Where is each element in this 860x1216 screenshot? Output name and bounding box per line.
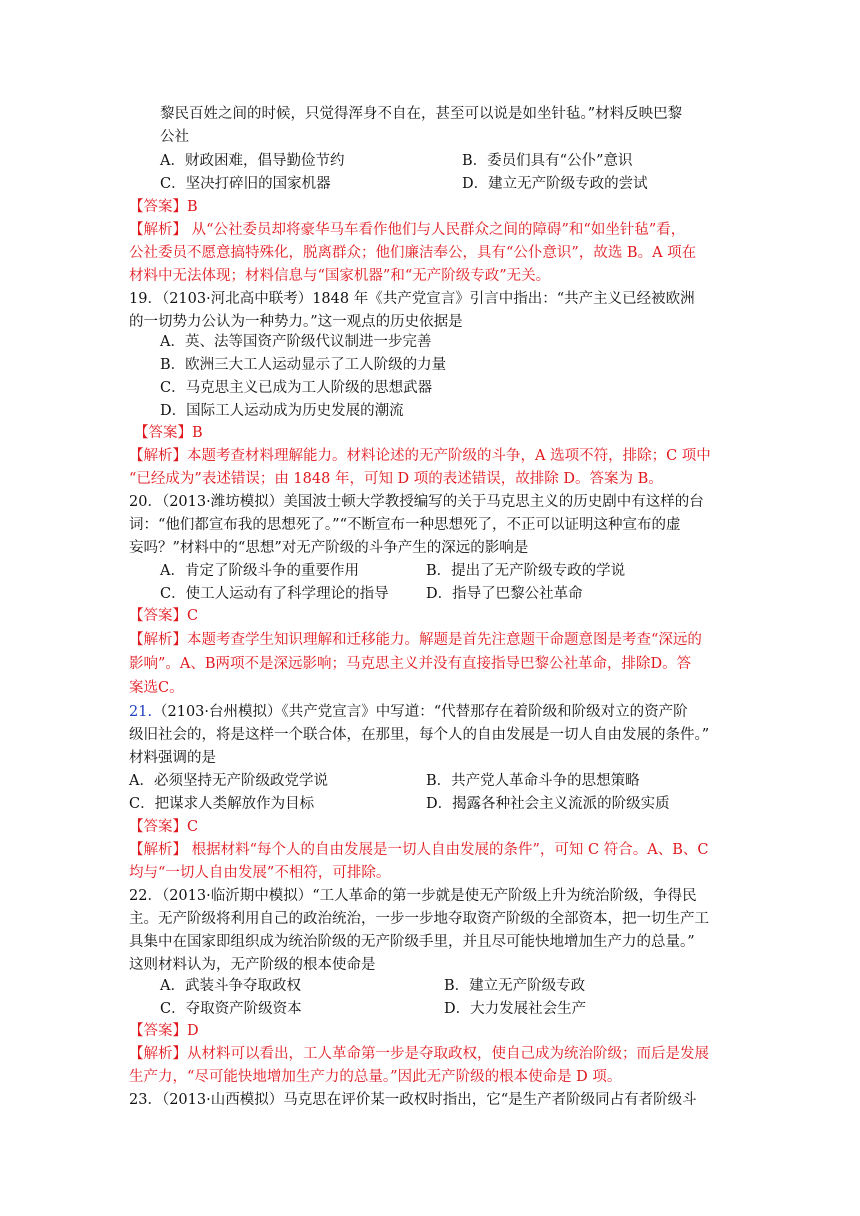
q20-stem-line-2: 词：“他们都宣布我的思想死了。”“不断宣布一种思想死了，不正可以证明这种宣布的虚 [129, 517, 681, 533]
q18-option-a: A．财政困难，倡导勤俭节约 [160, 153, 345, 169]
q21-stem-line-1: （2103·台州模拟）《共产党宣言》中写道：“代替那存在着阶级和阶级对立的资产阶 [153, 704, 688, 720]
q22-option-d: D．大力发展社会生产 [444, 1001, 587, 1017]
q20-explanation-line-3: 案选C。 [129, 680, 184, 696]
q21-option-c: C．把谋求人类解放作为目标 [129, 796, 315, 812]
q19-stem-line-2: 的一切势力公认为一种势力。”这一观点的历史依据是 [129, 314, 463, 330]
q22-explanation-line-2: 生产力，“尽可能快地增加生产力的总量。”因此无产阶级的根本使命是 D 项。 [129, 1069, 622, 1085]
q20-explanation-line-2: 影响”。A、B两项不是深远影响；马克思主义并没有直接指导巴黎公社革命，排除D。答 [129, 656, 692, 672]
q22-option-a: A．武装斗争夺取政权 [160, 978, 301, 994]
q18-explanation-line-1: 【解析】 从“公社委员却将豪华马车看作他们与人民群众之间的障碍”和“如坐针毡”看， [129, 222, 686, 238]
q21-number: 21. [129, 704, 153, 720]
q19-answer: 【答案】B [134, 425, 203, 441]
q20-option-a: A．肯定了阶级斗争的重要作用 [160, 563, 359, 579]
q18-stem-line-2: 公社 [160, 129, 189, 145]
q21-explanation-line-1: 【解析】 根据材料“每个人的自由发展是一切人自由发展的条件”，可知 C 符合。A、B、C [129, 842, 709, 858]
q21-option-b: B．共产党人革命斗争的思想策略 [426, 773, 640, 789]
q20-option-b: B．提出了无产阶级专政的学说 [426, 563, 626, 579]
q23-stem-line-1: 23．（2013·山西模拟）马克思在评价某一政权时指出，它“是生产者阶级同占有者阶级斗 [129, 1092, 697, 1108]
q19-option-d: D．国际工人运动成为历史发展的潮流 [160, 403, 404, 419]
q22-answer: 【答案】D [129, 1023, 199, 1039]
q18-option-c: C．坚决打碎旧的国家机器 [160, 176, 331, 192]
q22-option-b: B．建立无产阶级专政 [444, 978, 586, 994]
q19-explanation-line-2: “已经成为”表述错误；由 1848 年，可知 D 项的表述错误，故排除 D。答案为 B。 [129, 471, 663, 487]
q22-stem-line-2: 主。无产阶级将利用自己的政治统治，一步一步地夺取资产阶级的全部资本，把一切生产工 [129, 911, 709, 927]
q21-option-a: A．必须坚持无产阶级政党学说 [129, 773, 328, 789]
q21-explanation-line-2: 均与“一切人自由发展”不相符，可排除。 [129, 865, 391, 881]
q20-explanation-line-1: 【解析】本题考查学生知识理解和迁移能力。解题是首先注意题干命题意图是考查“深远的 [129, 632, 702, 648]
q22-stem-line-3: 具集中在国家即组织成为统治阶级的无产阶级手里，并且尽可能快地增加生产力的总量。” [129, 934, 695, 950]
q18-answer: 【答案】B [129, 199, 198, 215]
q20-answer: 【答案】C [129, 608, 199, 624]
q20-option-c: C．使工人运动有了科学理论的指导 [160, 586, 389, 602]
q19-explanation-line-1: 【解析】本题考查材料理解能力。材料论述的无产阶级的斗争，A 选项不符，排除；C 项中 [129, 448, 711, 464]
q19-stem-line-1: 19．（2103·河北高中联考）1848 年《共产党宣言》引言中指出：“共产主义已经被欧洲 [129, 291, 695, 307]
q21-option-d: D．揭露各种社会主义流派的阶级实质 [426, 796, 670, 812]
q22-stem-line-1: 22．（2013·临沂期中模拟）“工人革命的第一步就是使无产阶级上升为统治阶级，争得民 [129, 888, 697, 904]
q22-option-c: C．夺取资产阶级资本 [160, 1001, 302, 1017]
q21-stem-line-2: 级旧社会的，将是这样一个联合体，在那里，每个人的自由发展是一切人自由发展的条件。” [129, 727, 710, 743]
q20-stem-line-3: 妄吗？”材料中的“思想”对无产阶级的斗争产生的深远的影响是 [129, 540, 529, 556]
q18-option-d: D．建立无产阶级专政的尝试 [462, 176, 648, 192]
q22-explanation-line-1: 【解析】从材料可以看出，工人革命第一步是夺取政权，使自己成为统治阶级；而后是发展 [129, 1046, 709, 1062]
q18-stem-line-1: 黎民百姓之间的时候，只觉得浑身不自在，甚至可以说是如坐针毡。”材料反映巴黎 [160, 106, 683, 122]
q20-option-d: D．指导了巴黎公社革命 [426, 586, 583, 602]
q21-stem-line-3: 材料强调的是 [129, 750, 216, 766]
q18-explanation-line-2: 公社委员不愿意搞特殊化，脱离群众；他们廉洁奉公，具有“公仆意识”，故选 B。A 项在 [129, 245, 697, 261]
q22-stem-line-4: 这则材料认为，无产阶级的根本使命是 [129, 957, 376, 973]
q18-option-b: B．委员们具有“公仆”意识 [462, 153, 633, 169]
q19-option-b: B．欧洲三大工人运动显示了工人阶级的力量 [160, 357, 447, 373]
q19-option-a: A．英、法等国资产阶级代议制进一步完善 [160, 334, 432, 350]
q21-answer: 【答案】C [129, 819, 199, 835]
q18-explanation-line-3: 材料中无法体现；材料信息与“国家机器”和“无产阶级专政”无关。 [129, 268, 551, 284]
q20-stem-line-1: 20．（2013·潍坊模拟）美国波士顿大学教授编写的关于马克思主义的历史剧中有这样的台 [129, 494, 704, 510]
q19-option-c: C．马克思主义已成为工人阶级的思想武器 [160, 380, 433, 396]
